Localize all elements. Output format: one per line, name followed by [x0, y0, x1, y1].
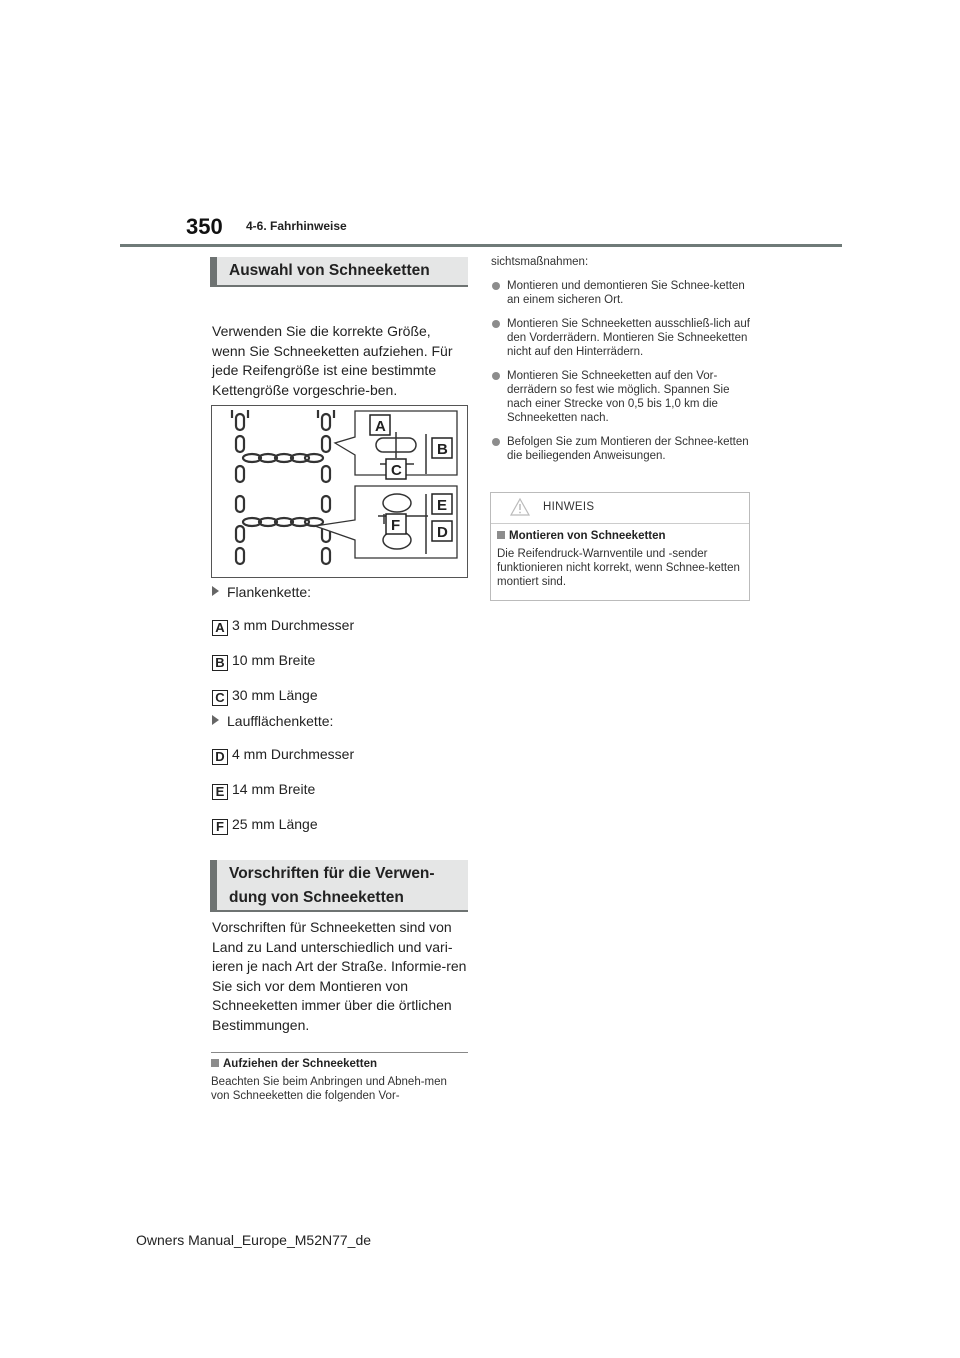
continuation-text: sichtsmaßnahmen:: [491, 256, 589, 268]
regulations-paragraph: Vorschriften für Schneeketten sind von Land zu Land unterschiedlich und vari-ieren je nach Art der Straße. Informie-ren Sie sich vor dem Montieren von Schneeketten immer über die örtlichen Bestimmungen.: [212, 919, 467, 1033]
square-bullet-icon: [497, 531, 505, 539]
snow-chain-illustration: [212, 406, 467, 577]
list-item-text: Montieren Sie Schneeketten auf den Vor-derrädern so fest wie möglich. Spannen Sie nach einer Strecke von 0,5 bis 1,0 km die Schneeketten nach.: [507, 370, 730, 424]
snow-chain-figure: [211, 405, 468, 578]
tread-chain-heading: [212, 713, 333, 729]
subsection-heading-text: Aufziehen der Schneeketten: [223, 1058, 378, 1070]
list-item: [491, 279, 750, 307]
heading-snow-chain-selection: Auswahl von Schneeketten: [210, 257, 468, 287]
spec-text: 10 mm Breite: [232, 652, 316, 668]
spec-key: B: [212, 655, 228, 671]
triangle-bullet-icon: [212, 586, 219, 596]
notice-text: Die Reifendruck-Warnventile und -sender funktionieren nicht korrekt, wenn Schnee-ketten montiert sind.: [497, 548, 740, 588]
circle-bullet-icon: [492, 320, 500, 328]
heading2-line2: dung von Schneeketten: [229, 889, 404, 906]
circle-bullet-icon: [492, 438, 500, 446]
notice-title: HINWEIS: [543, 501, 595, 513]
spec-row: [212, 650, 315, 670]
section-title: 4-6. Fahrhinweise: [246, 219, 347, 233]
subsection-divider: [211, 1052, 468, 1053]
spec-text: 4 mm Durchmesser: [232, 746, 355, 762]
spec-row: [212, 814, 318, 834]
notice-box: [490, 492, 750, 601]
spec-text: 30 mm Länge: [232, 687, 318, 703]
side-chain-heading: [212, 584, 311, 600]
spec-key: F: [212, 819, 228, 835]
footer-text: Owners Manual_Europe_M52N77_de: [136, 1232, 372, 1248]
subsection-mounting: [211, 1058, 468, 1103]
circle-bullet-icon: [492, 372, 500, 380]
list-item-text: Montieren Sie Schneeketten ausschließ-lich auf den Vorderrädern. Montieren Sie Schneeketten nicht auf den Hinterrädern.: [507, 318, 750, 358]
heading2-line1: Vorschriften für die Verwen-: [229, 865, 435, 882]
notice-heading-text: Montieren von Schneeketten: [509, 530, 666, 542]
list-item-text: Montieren und demontieren Sie Schnee-ketten an einem sicheren Ort.: [507, 280, 745, 306]
figure-label-e: E: [437, 497, 448, 514]
notice-heading: [497, 530, 743, 542]
list-item: [491, 369, 750, 425]
spec-text: 3 mm Durchmesser: [232, 617, 355, 633]
header-divider: [120, 244, 842, 247]
notice-body: [491, 524, 749, 589]
subsection-heading: [211, 1058, 468, 1070]
spec-row: [212, 779, 315, 799]
spec-text: 14 mm Breite: [232, 781, 316, 797]
figure-label-f: F: [391, 517, 401, 534]
list-item-text: Befolgen Sie zum Montieren der Schnee-ketten die beiliegenden Anweisungen.: [507, 436, 749, 462]
triangle-bullet-icon: [212, 715, 219, 725]
right-column: [491, 255, 750, 473]
spec-key: A: [212, 620, 228, 636]
tread-chain-label: Laufflächenkette:: [227, 713, 334, 729]
spec-row: [212, 685, 318, 705]
spec-key: C: [212, 690, 228, 706]
intro-paragraph: [212, 322, 468, 400]
intro-text: Verwenden Sie die korrekte Größe, wenn Sie Schneeketten aufziehen. Für jede Reifengröße ist eine bestimmte Kettengröße vorgeschrie-ben.: [212, 323, 453, 398]
list-item: [491, 435, 750, 463]
heading-snow-chain-regulations: [210, 860, 468, 912]
spec-key: E: [212, 784, 228, 800]
spec-text: 25 mm Länge: [232, 816, 318, 832]
figure-label-a: A: [375, 418, 386, 435]
notice-header: [491, 493, 749, 524]
figure-label-c: C: [391, 462, 402, 479]
circle-bullet-icon: [492, 282, 500, 290]
warning-triangle-icon: [509, 497, 531, 517]
spec-row: [212, 744, 354, 764]
figure-label-b: B: [437, 441, 448, 458]
subsection-text: Beachten Sie beim Anbringen und Abneh-men von Schneeketten die folgenden Vor-: [211, 1076, 447, 1102]
figure-label-d: D: [437, 524, 448, 541]
square-bullet-icon: [211, 1059, 219, 1067]
side-chain-label: Flankenkette:: [227, 584, 312, 600]
page-number: 350: [186, 214, 223, 239]
spec-key: D: [212, 749, 228, 765]
list-item: [491, 317, 750, 359]
spec-row: [212, 615, 354, 635]
